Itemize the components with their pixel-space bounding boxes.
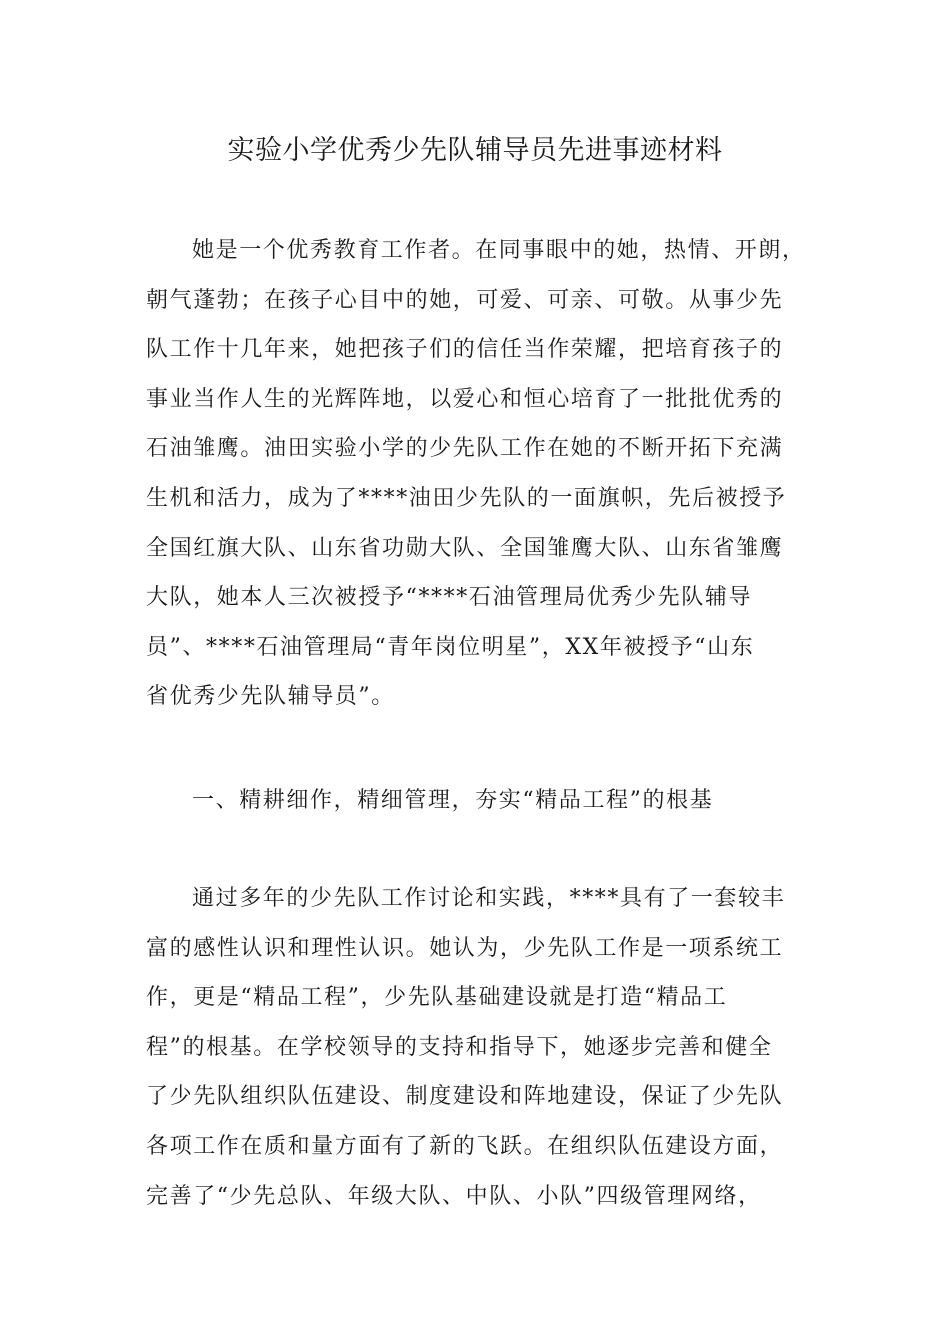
paragraph-line: 大队，她本人三次被授予“****石油管理局优秀少先队辅导 <box>146 585 753 611</box>
intro-paragraph <box>146 226 828 722</box>
paragraph-line: 通过多年的少先队工作讨论和实践，****具有了一套较丰 <box>192 886 786 911</box>
paragraph-line: 队工作十几年来，她把孩子们的信任当作荣耀，把培育孩子的 <box>146 337 784 363</box>
section-paragraph <box>146 874 828 1221</box>
paragraph-line: 了少先队组织队伍建设、制度建设和阵地建设，保证了少先队 <box>146 1084 784 1110</box>
paragraph-line: 程”的根基。在学校领导的支持和指导下，她逐步完善和健全 <box>146 1034 773 1060</box>
paragraph-line: 富的感性认识和理性认识。她认为，少先队工作是一项系统工 <box>146 935 784 961</box>
paragraph-line: 员”、****石油管理局“青年岗位明星”，XX年被授予“山东 <box>146 634 755 660</box>
paragraph-line: 生机和活力，成为了****油田少先队的一面旗帜，先后被授予 <box>146 485 787 511</box>
section-heading-text: 一、精耕细作，精细管理，夯实“精品工程”的根基 <box>192 788 714 813</box>
paragraph-line: 事业当作人生的光辉阵地，以爱心和恒心培育了一批批优秀的 <box>146 386 784 412</box>
paragraph-line: 省优秀少先队辅导员”。 <box>146 684 395 710</box>
paragraph-line: 全国红旗大队、山东省功勋大队、全国雏鹰大队、山东省雏鹰 <box>146 535 784 561</box>
paragraph-line: 她是一个优秀教育工作者。在同事眼中的她，热情、开朗， <box>192 238 806 263</box>
paragraph-line: 作，更是“精品工程”，少先队基础建设就是打造“精品工 <box>146 985 728 1011</box>
section-heading <box>146 776 828 826</box>
document-title: 实验小学优秀少先队辅导员先进事迹材料 <box>227 135 723 166</box>
paragraph-line: 石油雏鹰。油田实验小学的少先队工作在她的不断开拓下充满 <box>146 436 784 462</box>
paragraph-line: 各项工作在质和量方面有了新的飞跃。在组织队伍建设方面， <box>146 1133 784 1159</box>
paragraph-line: 完善了“少先总队、年级大队、中队、小队”四级管理网络， <box>146 1183 762 1209</box>
paragraph-line: 朝气蓬勃；在孩子心目中的她，可爱、可亲、可敬。从事少先 <box>146 287 784 313</box>
